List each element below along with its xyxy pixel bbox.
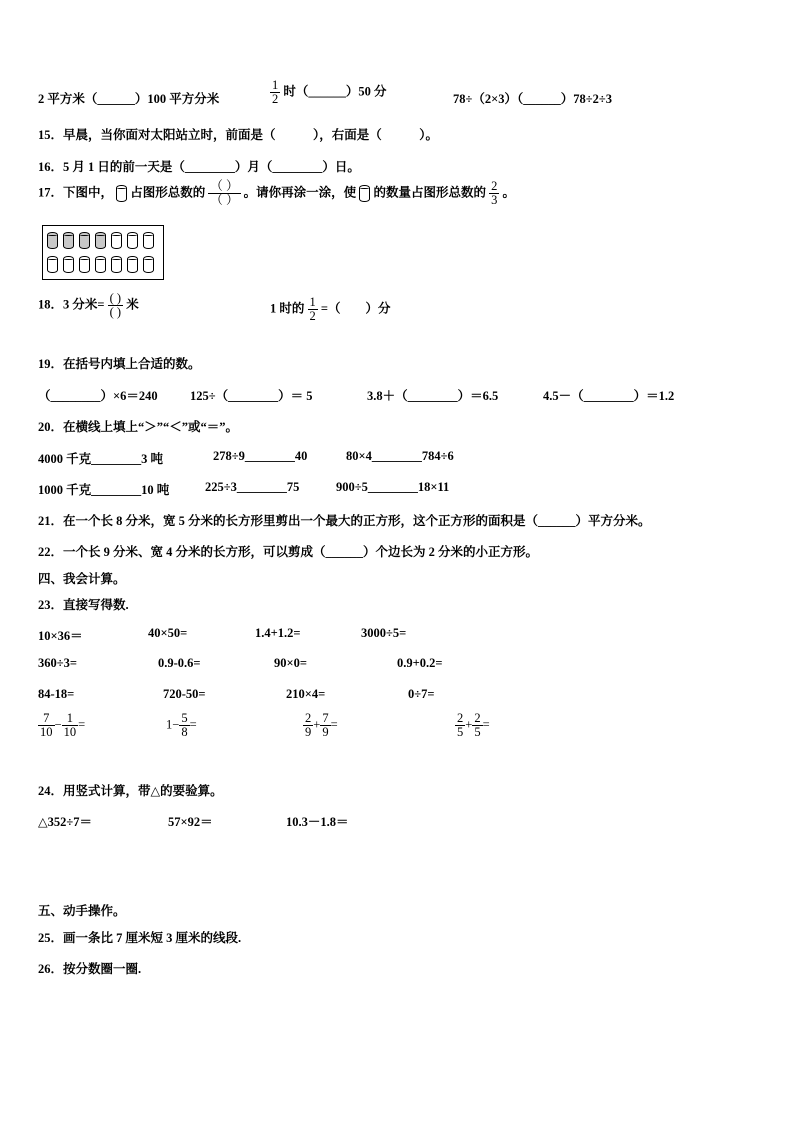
- q23-r2-d: 0.9+0.2=: [397, 656, 443, 670]
- q23-r3-c: 210×4=: [286, 687, 326, 701]
- cylinder-icon: [116, 185, 127, 202]
- q23-r3-d: 0÷7=: [408, 687, 435, 701]
- cylinder-shaded-icon[interactable]: [95, 232, 106, 249]
- q20-r1-b: 278÷9________40: [213, 449, 308, 463]
- fraction: $\frac{1}{2}$: [272, 78, 279, 106]
- q23-r3-b: 720-50=: [163, 687, 206, 701]
- cylinder-icon[interactable]: [127, 232, 138, 249]
- fraction: $\frac{2}{3}$: [491, 179, 498, 207]
- q23-r1-d: 3000÷5=: [361, 626, 407, 640]
- q24-title: 24．用竖式计算，带△的要验算。: [38, 784, 223, 798]
- cylinder-grid: [42, 225, 164, 280]
- q18-b: 1 时的 $\frac{1}{2}$ =（ ）分: [270, 295, 391, 323]
- q14-c: 78÷（2×3）（______）78÷2÷3: [453, 92, 612, 106]
- q17: 17．下图中， 占图形总数的 （ ） （ ） 。请你再涂一涂，使 的数量占图形总数的 $\frac{2}{3}$ 。: [38, 179, 515, 207]
- q24-c: 10.3－1.8＝: [286, 815, 349, 829]
- q24-b: 57×92＝: [168, 815, 213, 829]
- cylinder-shaded-icon[interactable]: [79, 232, 90, 249]
- q19-b: 125÷（________）＝ 5: [190, 389, 313, 403]
- cylinder-shaded-icon[interactable]: [47, 232, 58, 249]
- q23-frac-3: $\frac{2}{9}$ + $\frac{7}{9}$ =: [305, 711, 338, 739]
- q19-title: 19．在括号内填上合适的数。: [38, 357, 201, 371]
- q19-c: 3.8＋（________）＝6.5: [367, 389, 499, 403]
- q23-frac-4: $\frac{2}{5}$ + $\frac{2}{5}$ =: [457, 711, 490, 739]
- cylinder-shaded-icon[interactable]: [63, 232, 74, 249]
- q15: 15．早晨，当你面对太阳站立时，前面是（ ），右面是（ ）。: [38, 128, 439, 142]
- q23-frac-1: $\frac{7}{10}$ − $\frac{1}{10}$ =: [40, 711, 86, 739]
- q26: 26．按分数圈一圈.: [38, 962, 142, 976]
- cylinder-icon[interactable]: [111, 232, 122, 249]
- q20-r1-a: 4000 千克________3 吨: [38, 452, 164, 466]
- cylinder-icon[interactable]: [143, 256, 154, 273]
- fraction-blank[interactable]: ( ) ( ): [109, 291, 122, 319]
- cylinder-icon[interactable]: [79, 256, 90, 273]
- cylinder-icon[interactable]: [47, 256, 58, 273]
- q23-r2-a: 360÷3=: [38, 656, 77, 670]
- q23-r2-b: 0.9-0.6=: [158, 656, 201, 670]
- cylinder-icon[interactable]: [111, 256, 122, 273]
- q20-r2-c: 900÷5________18×11: [336, 480, 450, 494]
- q21: 21．在一个长 8 分米，宽 5 分米的长方形里剪出一个最大的正方形，这个正方形的面积是（______）平方分米。: [38, 514, 651, 528]
- fraction-blank[interactable]: （ ） （ ）: [210, 179, 239, 207]
- q19-a: （________）×6＝240: [38, 389, 158, 403]
- cylinder-icon[interactable]: [95, 256, 106, 273]
- q20-r2-a: 1000 千克________10 吨: [38, 483, 170, 497]
- q23-r1-b: 40×50=: [148, 626, 188, 640]
- cylinder-icon[interactable]: [63, 256, 74, 273]
- q14-b: $\frac{1}{2}$ 时（______）50 分: [272, 78, 387, 106]
- section-5-heading: 五、动手操作。: [38, 904, 126, 918]
- q23-title: 23．直接写得数.: [38, 598, 129, 612]
- q23-frac-2: 1− $\frac{5}{8}$ =: [166, 711, 197, 739]
- cylinder-icon[interactable]: [127, 256, 138, 273]
- q20-r1-c: 80×4________784÷6: [346, 449, 454, 463]
- q18-a: 18．3 分米= ( ) ( ) 米: [38, 291, 139, 319]
- q25: 25．画一条比 7 厘米短 3 厘米的线段.: [38, 931, 242, 945]
- q19-d: 4.5－（________）＝1.2: [543, 389, 675, 403]
- q22: 22．一个长 9 分米、宽 4 分米的长方形，可以剪成（______）个边长为 2 分米的小正方形。: [38, 545, 539, 559]
- q23-r1-c: 1.4+1.2=: [255, 626, 301, 640]
- section-4-heading: 四、我会计算。: [38, 572, 126, 586]
- q23-r2-c: 90×0=: [274, 656, 307, 670]
- q23-r1-a: 10×36＝: [38, 629, 83, 643]
- cylinder-icon: [359, 185, 370, 202]
- cylinder-icon[interactable]: [143, 232, 154, 249]
- q24-a: △352÷7＝: [38, 815, 92, 829]
- q14-a: 2 平方米（______）100 平方分米: [38, 92, 220, 106]
- q23-r3-a: 84-18=: [38, 687, 75, 701]
- q20-r2-b: 225÷3________75: [205, 480, 300, 494]
- q20-title: 20．在横线上填上“＞”“＜”或“＝”。: [38, 420, 239, 434]
- q16: 16．5 月 1 日的前一天是（________）月（________）日。: [38, 160, 360, 174]
- fraction: $\frac{1}{2}$: [309, 295, 316, 323]
